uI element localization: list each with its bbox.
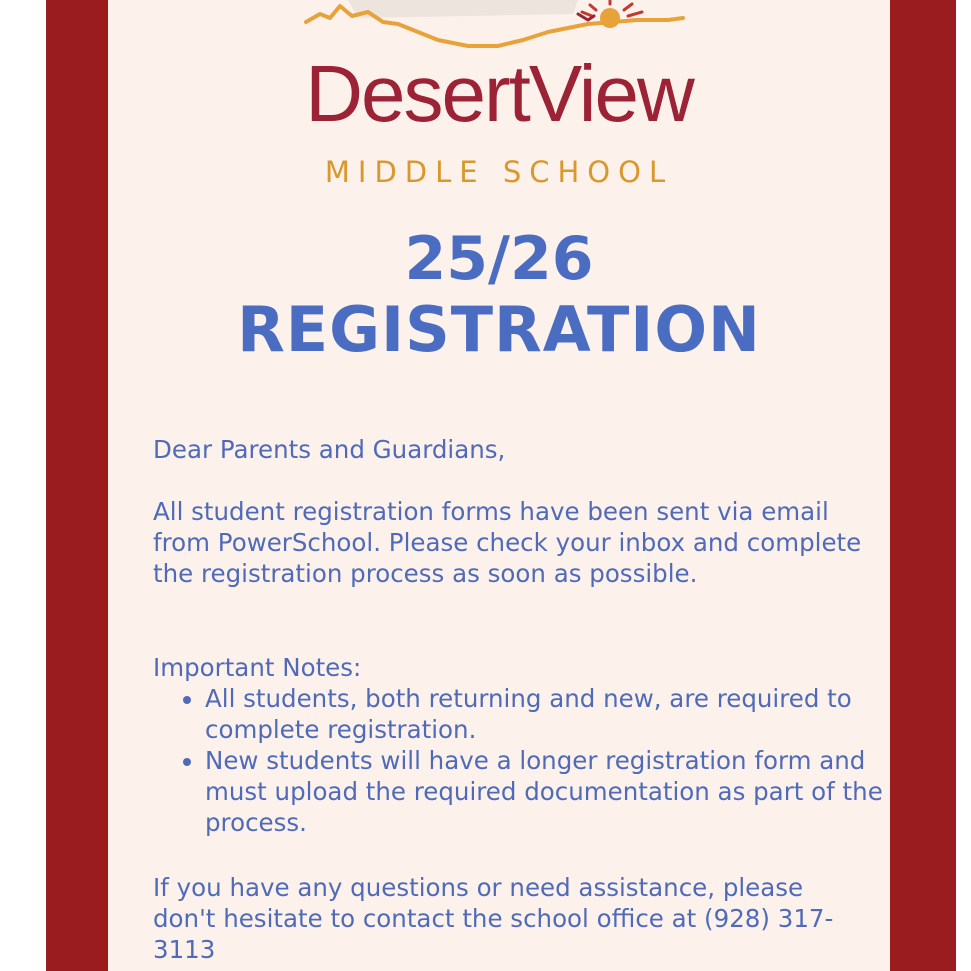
letter-greeting: Dear Parents and Guardians,	[153, 435, 506, 464]
school-subtitle: MIDDLE SCHOOL	[324, 155, 674, 189]
list-item: • All students, both returning and new, are required to complete registration.	[205, 683, 890, 745]
letter-paragraph: All student registration forms have been sent via email from PowerSchool. Please check your inbox and complete the registration process as soon as possible.	[153, 497, 862, 588]
school-name-logo: DesertView	[305, 49, 693, 138]
notes-heading: Important Notes:	[153, 653, 362, 682]
flyer-panel	[108, 0, 890, 971]
notes-list	[178, 683, 890, 838]
list-item: • New students will have a longer registration form and must upload the required documentation as part of the process.	[205, 745, 890, 838]
title-year: 25/26	[404, 224, 594, 294]
title-registration: REGISTRATION	[237, 293, 761, 366]
letter-closing: If you have any questions or need assistance, please don't hesitate to contact the school office at (928) 317-3113	[153, 873, 834, 964]
